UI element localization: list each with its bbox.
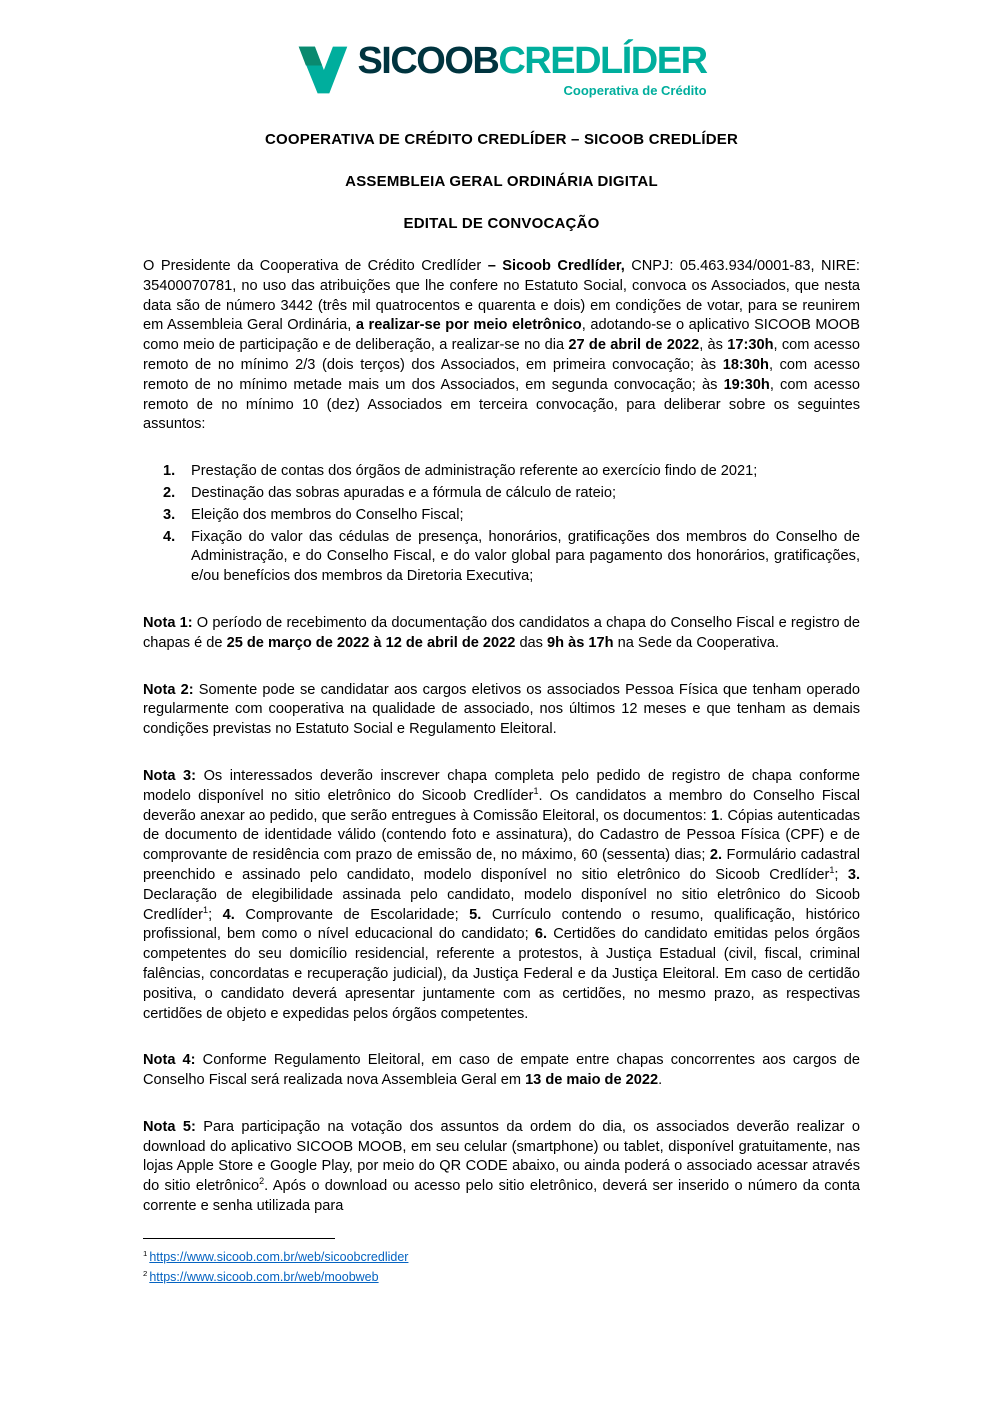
note-paragraph-2: Nota 2: Somente pode se candidatar aos cargos eletivos os associados Pessoa Física que tenham operado regularmente com cooperativa na qualidade de associado, nos últimos 12 meses e que tenham as demais condições previstas no Estatuto Social e Regulamento Eleitoral. <box>143 681 860 738</box>
note-paragraph-5: Nota 5: Para participação na votação dos assuntos da ordem do dia, os associados deverão realizar o download do aplicativo SICOOB MOOB, em seu celular (smartphone) ou tablet, disponível gratuitamente, nas lojas Apple Store e Google Play, por meio do QR CODE abaixo, ou ainda poderá o associado acessar através do sitio eletrônico$^2$. Após o download ou acesso pelo sitio eletrônico, deverá ser inserido o número da conta corrente e senha utilizada para <box>143 1118 860 1215</box>
agenda-item <box>143 506 860 526</box>
intro-paragraph: O Presidente da Cooperativa de Crédito Credlíder – Sicoob Credlíder, CNPJ: 05.463.934/0001-83, NIRE: 35400070781, no uso das atribuições que lhe confere no Estatuto Social, convoca os Associados, que nesta data são de número 3442 (três mil quatrocentos e quarenta e dois) em condições de votar, para se reunirem em Assembleia Geral Ordinária, a realizar-se por meio eletrônico, adotando-se o aplicativo SICOOB MOOB como meio de participação e de deliberação, a realizar-se no dia 27 de abril de 2022, às 17:30h, com acesso remoto de no mínimo 2/3 (dois terços) dos Associados, em primeira convocação; às 18:30h, com acesso remoto de no mínimo metade mais um dos Associados, em segunda convocação; às 19:30h, com acesso remoto de no mínimo 10 (dez) Associados em terceira convocação, para deliberar sobre os seguintes assuntos: <box>143 258 861 433</box>
logo-tagline: Cooperativa de Crédito <box>563 83 707 98</box>
agenda-item-text: Destinação das sobras apuradas e a fórmula de cálculo de rateio; <box>191 484 617 501</box>
logo-header <box>143 42 860 101</box>
sicoob-chevron-icon <box>296 44 350 101</box>
logo-brand-line <box>357 42 706 80</box>
agenda-item-number: 1. <box>163 463 176 480</box>
agenda-list <box>143 462 860 587</box>
document-subtitle-assembly: ASSEMBLEIA GERAL ORDINÁRIA DIGITAL <box>345 173 658 190</box>
logo-text <box>357 42 706 98</box>
note-paragraph-1: Nota 1: O período de recebimento da documentação dos candidatos a chapa do Conselho Fiscal e registro de chapas é de 25 de março de 2022 à 12 de abril de 2022 das 9h às 17h na Sede da Cooperativa. <box>143 614 860 651</box>
note-paragraph-3: Nota 3: Os interessados deverão inscrever chapa completa pelo pedido de registro de chapa conforme modelo disponível no sitio eletrônico do Sicoob Credlíder$^1$. Os candidatos a membro do Conselho Fiscal deverão anexar ao pedido, que serão entregues à Comissão Eleitoral, os documentos: 1. Cópias autenticadas de documento de identidade válido (contendo foto e assinatura), do Cadastro de Pessoa Física (CPF) e de comprovante de residência com prazo de emissão de, no máximo, 60 (sessenta) dias; 2. Formulário cadastral preenchido e assinado pelo candidato, modelo disponível no sitio eletrônico do Sicoob Credlíder$^1$; 3. Declaração de elegibilidade assinada pelo candidato, modelo disponível no sitio eletrônico do Sicoob Credlíder$^1$; 4. Comprovante de Escolaridade; 5. Currículo contendo o resumo, qualificação, histórico profissional, bem como o nível educacional do candidato; 6. Certidões do candidato emitidas pelos órgãos competentes do seu domicílio residencial, referente a protestos, à Justiça Estadual (civil, fiscal, criminal falências, concordatas e recuperação judicial), da Justiça Federal e da Justiça Eleitoral. Em caso de certidão positiva, o candidato deverá apresentar juntamente com as certidões, no mesmo prazo, as respectivas certidões de objeto e expedidas pelos órgãos competentes. <box>143 767 861 1022</box>
document-title: COOPERATIVA DE CRÉDITO CREDLÍDER – SICOOB CREDLÍDER <box>264 131 739 148</box>
agenda-item-number: 3. <box>163 506 176 523</box>
note-paragraph-4: Nota 4: Conforme Regulamento Eleitoral, em caso de empate entre chapas concorrentes aos cargos de Conselho Fiscal será realizada nova Assembleia Geral em 13 de maio de 2022. <box>143 1052 860 1089</box>
agenda-item <box>143 484 860 504</box>
footnote-1 <box>143 1247 860 1267</box>
sicoob-credlider-logo <box>296 42 706 101</box>
agenda-item <box>143 462 860 482</box>
agenda-item <box>143 528 860 587</box>
logo-brand-secondary: CREDLÍDER <box>498 40 707 82</box>
logo-brand-primary: SICOOB <box>357 40 499 82</box>
document-subtitle-edital: EDITAL DE CONVOCAÇÃO <box>403 215 600 232</box>
agenda-item-text: Prestação de contas dos órgãos de administração referente ao exercício findo de 2021; <box>191 463 758 480</box>
footnote-1-marker: 1 <box>143 1248 148 1258</box>
footnote-2-link[interactable]: https://www.sicoob.com.br/web/moobweb <box>149 1270 379 1284</box>
agenda-item-text: Fixação do valor das cédulas de presença, honorários, gratificações dos membros do Conselho de Administração, e do Conselho Fiscal, e do valor global para pagamento dos honorários, gratificações, e/ou benefícios dos membros da Diretoria Executiva; <box>191 528 860 585</box>
agenda-item-number: 2. <box>163 484 176 501</box>
footnote-2 <box>143 1267 860 1287</box>
footnote-area <box>143 1238 860 1287</box>
footnote-2-marker: 2 <box>143 1268 148 1278</box>
footnote-divider <box>143 1238 335 1239</box>
footnote-1-link[interactable]: https://www.sicoob.com.br/web/sicoobcredlider <box>149 1250 409 1264</box>
agenda-item-text: Eleição dos membros do Conselho Fiscal; <box>191 506 464 523</box>
agenda-item-number: 4. <box>163 528 176 545</box>
